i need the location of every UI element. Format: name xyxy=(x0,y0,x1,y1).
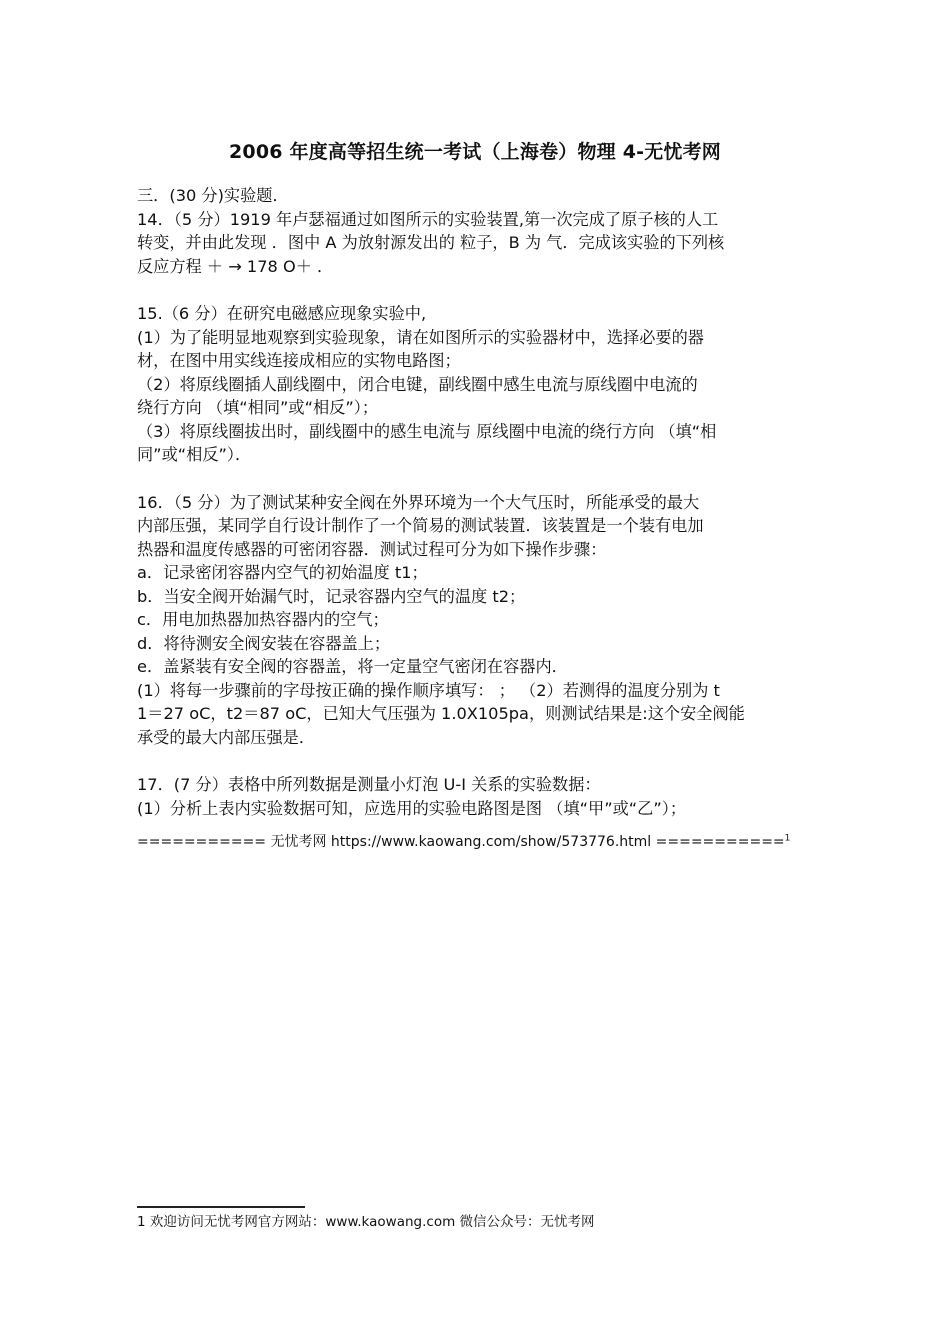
q14-line: 14．（5 分）1919 年卢瑟福通过如图所示的实验装置,第一次完成了原子核的人工 xyxy=(137,209,719,229)
q16-step: c．用电加热器加热容器内的空气； xyxy=(137,610,389,629)
q16-step: e．盖紧装有安全阀的容器盖，将一定量空气密闭在容器内． xyxy=(137,657,568,676)
question-16 xyxy=(137,491,817,750)
q15-line: 绕行方向 （填“相同”或“相反”）； xyxy=(137,398,379,417)
q15-line: 同”或“相反”）． xyxy=(137,445,252,464)
q15-line: 材，在图中用实线连接成相应的实物电路图； xyxy=(137,351,461,370)
q16-line: 1＝27 oC，t2＝87 oC，已知大气压强为 1.0X105pa，则测试结果是:这个安全阀能 xyxy=(137,704,745,723)
q16-step: d．将待测安全阀安装在容器盖上； xyxy=(137,633,391,653)
question-14 xyxy=(137,208,817,279)
q16-step: a．记录密闭容器内空气的初始温度 t1； xyxy=(137,563,428,582)
footnote-marker: 1 xyxy=(784,833,791,844)
document-body xyxy=(137,184,817,852)
question-17 xyxy=(137,773,817,820)
q15-line: （3）将原线圈拔出时，副线圈中的感生电流与 原线圈中电流的绕行方向 （填“相 xyxy=(137,421,717,441)
q14-line: 反应方程 ＋ → 178 O＋ ． xyxy=(137,256,334,276)
section-heading: 三．(30 分)实验题． xyxy=(137,186,289,205)
q15-line: 15.（6 分）在研究电磁感应现象实验中, xyxy=(137,304,427,323)
q16-step: b．当安全阀开始漏气时，记录容器内空气的温度 t2； xyxy=(137,586,526,606)
question-15 xyxy=(137,302,817,467)
q14-line: 转变，并由此发现 ．图中 A 为放射源发出的 粒子，B 为 气．完成该实验的下列核 xyxy=(137,233,725,252)
q16-line: 内部压强，某同学自行设计制作了一个简易的测试装置．该装置是一个装有电加 xyxy=(137,516,704,535)
q16-line: 16．（5 分）为了测试某种安全阀在外界环境为一个大气压时，所能承受的最大 xyxy=(137,492,700,512)
source-separator xyxy=(137,832,817,852)
q15-line: (1）为了能明显地观察到实验现象，请在如图所示的实验器材中，选择必要的器 xyxy=(137,327,704,347)
document-title: 2006 年度高等招生统一考试（上海卷）物理 4-无忧考网 xyxy=(228,141,722,163)
q15-line: （2）将原线圈插人副线圈中，闭合电键，副线圈中感生电流与原线圈中电流的 xyxy=(137,374,698,394)
q16-line: 热器和温度传感器的可密闭容器．测试过程可分为如下操作步骤： xyxy=(137,539,607,559)
q16-line: 承受的最大内部压强是． xyxy=(137,727,316,747)
q17-line: 17．(7 分）表格中所列数据是测量小灯泡 U-I 关系的实验数据： xyxy=(137,775,601,794)
footnote-divider xyxy=(137,1206,305,1208)
source-link-text: =========== 无忧考网 https://www.kaowang.com/show/573776.html =========== xyxy=(137,834,785,850)
q17-line: (1）分析上表内实验数据可知，应选用的实验电路图是图 （填“甲”或“乙”）； xyxy=(137,798,687,818)
q16-line: (1）将每一步骤前的字母按正确的操作顺序填写： ； （2）若测得的温度分别为 t xyxy=(137,680,720,700)
footnote-text: 1 欢迎访问无忧考网官方网站：www.kaowang.com 微信公众号：无忧考网 xyxy=(137,1214,595,1230)
